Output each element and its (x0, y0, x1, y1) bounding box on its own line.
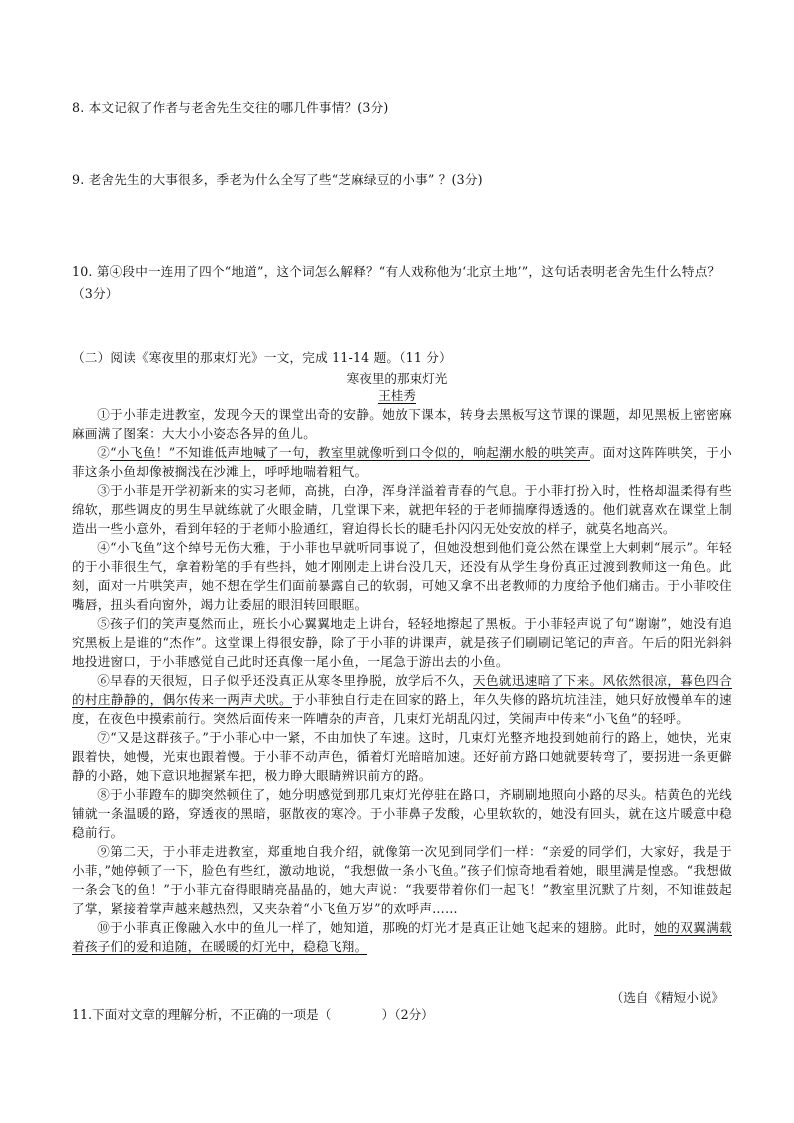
paragraph-6-start: ⑥早春的天很短，日子似乎还没真正从寒冬里挣脱，放学后不久， (97, 673, 473, 688)
question-9: 9. 老舍先生的大事很多，季老为什么全写了些“芝麻绿豆的小事” ？(3分) (72, 172, 483, 187)
paragraph-6-rest: 于小菲独自行走在回家的路上，年久失修的路坑坑洼洼，她只好放慢单车的速度，在夜色中摸索前行。突然后面传来一阵嘈杂的声音，几束灯光胡乱闪过，笑闹声中传来“小飞鱼”的轻呼。 (72, 692, 733, 726)
paragraph-6 (72, 671, 732, 728)
paragraph-9: ⑨第二天，于小菲走进教室，郑重地自我介绍，就像第一次见到同学们一样：“亲爱的同学们，大家好，我是于小菲，”她停顿了一下，脸色有些红，激动地说，“我想做一条小飞鱼。”孩子们惊奇地看着她，眼里满是惶惑。“我想做一条会飞的鱼！”于小菲亢奋得眼睛亮晶晶的，她大声说：“我要带着你们一起飞！”教室里沉默了片刻，不知谁鼓起了掌，紧接着掌声越来越热烈，又夹杂着“小飞鱼万岁”的欢呼声…… (72, 844, 732, 916)
paragraph-10 (72, 918, 732, 956)
paragraph-7: ⑦“又是这群孩子。”于小菲心中一紧，不由加快了车速。这时，几束灯光整齐地投到她前行的路上，她快，光束跟着快，她慢，光束也跟着慢。于小菲不动声色，循着灯光暗暗加速。还好前方路口她就要转弯了，要拐进一条更僻静的小路，她下意识地握紧车把，极力睁大眼睛辨识前方的路。 (72, 730, 732, 783)
section-heading: （二）阅读《寒夜里的那束灯光》一文，完成 11-14 题。（11 分） (72, 350, 452, 365)
article-author (0, 387, 794, 405)
question-10: 10. 第④段中一连用了四个“地道”，这个词怎么解释？“有人戏称他为‘北京土地’”，这句话表明老舍先生什么特点？（3分） (72, 264, 721, 301)
paragraph-2-number: ② (97, 445, 111, 460)
question-8: 8. 本文记叙了作者与老舍先生交往的哪几件事情？(3分) (72, 100, 389, 115)
article-source: （选自《精短小说》 (610, 990, 724, 1005)
article-title: 寒夜里的那束灯光 (346, 371, 448, 386)
paragraph-5: ⑤孩子们的笑声戛然而止，班长小心翼翼地走上讲台，轻轻地擦起了黑板。于小菲轻声说了句“谢谢”，她没有追究黑板上是谁的“杰作”。这堂课上得很安静，除了于小菲的讲课声，就是孩子们刷刷记笔记的声音。午后的阳光斜斜地投进窗口，于小菲感觉自己此时还真像一尾小鱼，一尾急于游出去的小鱼。 (72, 616, 732, 669)
underlined-sentence-2: “小飞鱼！”不知谁低声地喊了一句，教室里就像听到口令似的，响起潮水般的哄笑声 (110, 445, 590, 460)
paragraph-2-rest: 。面对这阵阵哄笑，于小菲这条小鱼却像被搁浅在沙滩上，呼呼地喘着粗气。 (72, 445, 733, 479)
underlined-sentence-10: 她的双翼满载着孩子们的爱和追随，在暖暖的灯光中，稳稳飞翔。 (72, 920, 733, 954)
paragraph-4: ④“小飞鱼”这个绰号无伤大雅，于小菲也早就听同事说了，但她没想到他们竟公然在课堂上大剌剌“展示”。年轻的于小菲很生气，拿着粉笔的手有些抖，她才刚刚走上讲台没几天，还没有从学生身份真正过渡到教师这一角色。此刻，面对一片哄笑声，她不想在学生们面前暴露自己的软弱，可她又拿不出老教师的力度给予他们痛击。于小菲咬住嘴唇，扭头看向窗外，竭力让委屈的眼泪转回眼眶。 (72, 540, 732, 612)
paragraph-10-start: ⑩于小菲真正像融入水中的鱼儿一样了，她知道，那晚的灯光才是真正让她飞起来的翅膀。此时， (97, 920, 655, 935)
question-11: 11.下面对文章的理解分析，不正确的一项是（ ）（2分） (72, 1007, 434, 1022)
paragraph-3: ③于小菲是开学初新来的实习老师，高挑，白净，浑身洋溢着青春的气息。于小菲打扮入时，性格却温柔得有些绵软，那些调皮的男生早就练就了火眼金睛，几堂课下来，就把年轻的于老师揣摩得透透的。他们就喜欢在课堂上制造出一些小意外，看到年轻的于老师小脸通红，窘迫得长长的睫毛扑闪闪无处安放的样子，就莫名地高兴。 (72, 483, 732, 536)
article-body (72, 405, 732, 956)
paragraph-1: ①于小菲走进教室，发现今天的课堂出奇的安静。她放下课本，转身去黑板写这节课的课题，却见黑板上密密麻麻画满了图案：大大小小姿态各异的鱼儿。 (72, 407, 732, 441)
author-name: 王桂秀 (378, 388, 416, 403)
paragraph-8: ⑧于小菲蹬车的脚突然顿住了，她分明感觉到那几束灯光停驻在路口，齐刷刷地照向小路的尽头。桔黄色的光线铺就一条温暖的路，穿透夜的黑暗，驱散夜的寒冷。于小菲鼻子发酸，心里软软的，她没有回头，就在这片暖意中稳稳前行。 (72, 787, 732, 840)
paragraph-2 (72, 443, 732, 481)
underlined-sentence-6: 天色就迅速暗了下来。风依然很凉，暮色四合的村庄静静的，偶尔传来一两声犬吠。 (72, 673, 733, 707)
